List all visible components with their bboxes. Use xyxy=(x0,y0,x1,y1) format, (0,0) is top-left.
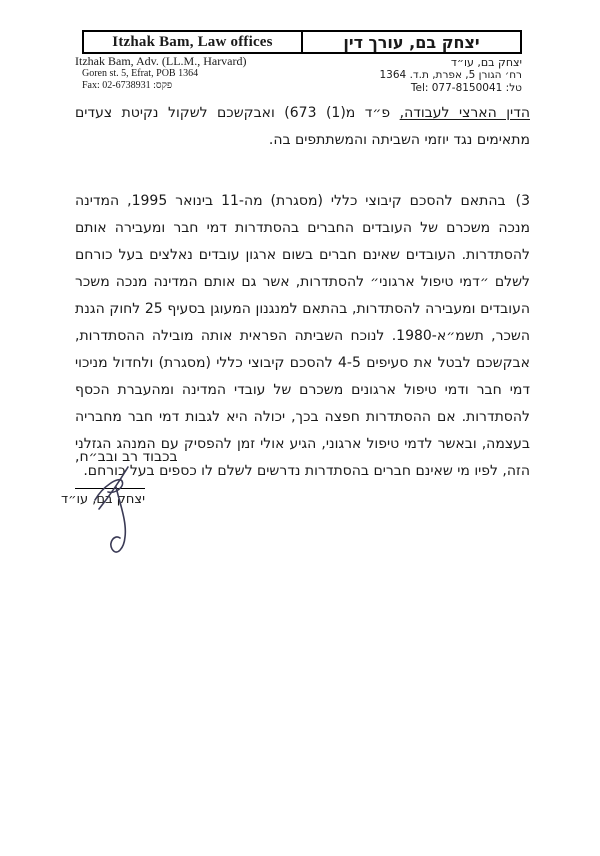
list-number-3: (3 xyxy=(515,193,530,209)
handwritten-signature xyxy=(86,464,156,564)
letterhead-box xyxy=(82,30,522,54)
paragraph-continuation xyxy=(75,100,530,154)
signature-name: יצחק בם, עו״ד xyxy=(60,492,145,507)
attorney-name-english: Itzhak Bam, Adv. (LL.M., Harvard) xyxy=(75,54,247,68)
address-english: Goren st. 5, Efrat, POB 1364 xyxy=(82,68,199,79)
underlined-citation: הדין הארצי לעבודה, xyxy=(399,105,530,121)
attorney-name-hebrew: יצחק בם, עו״ד xyxy=(450,56,522,69)
letterhead-info-hebrew xyxy=(380,56,523,95)
letterhead-info-english xyxy=(75,55,247,92)
tel-line: Tel: 077-8150041 :טל xyxy=(410,82,522,94)
item-3-text: בהתאם להסכם קיבוצי כללי (מסגרת) מה-11 בינואר 1995, המדינה מנכה משכרם של העובדים החברים בהסתדרות דמי חבר ומעבירה אותם להסתדרות. העובדים שאינם חברים בשום ארגון עובדים נאלצים בעל כורחם לשלם ״דמי טיפול ארגוני״ להסתדרות, אשר גם אותם המדינה מנכה משכר העובדים ומעבירה להסתדרות, בהתאם למנגנון המעוגן בסעיף 25 לחוק הגנת השכר, תשמ״א-1980. לנוכח השביתה הפראית אותה מובילה ההסתדרות, אבקשכם לבטל את סעיפים 4-5 להסכם קיבוצי כללי (מסגרת) ולחדול מניכוי דמי חבר ודמי טיפול ארגונים משכרם של עובדי המדינה ומהעברת הכסף להסתדרות. אם ההסתדרות חפצה בכך, יכולה היא לגבות דמי חבר מחבריה בעצמה, ובאשר לדמי טיפול ארגוני, הגיע אולי זמן להפסיק עם המנהג הגזלני הזה, לפיו מי שאינם חברים בהסתדרות נדרשים לשלם לו כספים בעל כורחם. xyxy=(75,193,530,479)
letterhead-title-hebrew: יצחק בם, עורך דין xyxy=(343,32,480,52)
address-hebrew: רח׳ הגורן 5, אפרת, ת.ד. 1364 xyxy=(379,69,522,81)
paragraph-item-3 xyxy=(75,188,530,485)
letterhead-title-english: Itzhak Bam, Law offices xyxy=(84,32,303,52)
continuation-text: פ״ד מ(1) 673) ואבקשכם לשקול נקיטת צעדים מתאימים נגד יוזמי השביתה והמשתתפים בה. xyxy=(75,105,530,148)
closing-salutation: בכבוד רב ובב״ח, xyxy=(75,449,178,465)
fax-line: Fax: 02-6738931 :פקס xyxy=(82,80,173,91)
